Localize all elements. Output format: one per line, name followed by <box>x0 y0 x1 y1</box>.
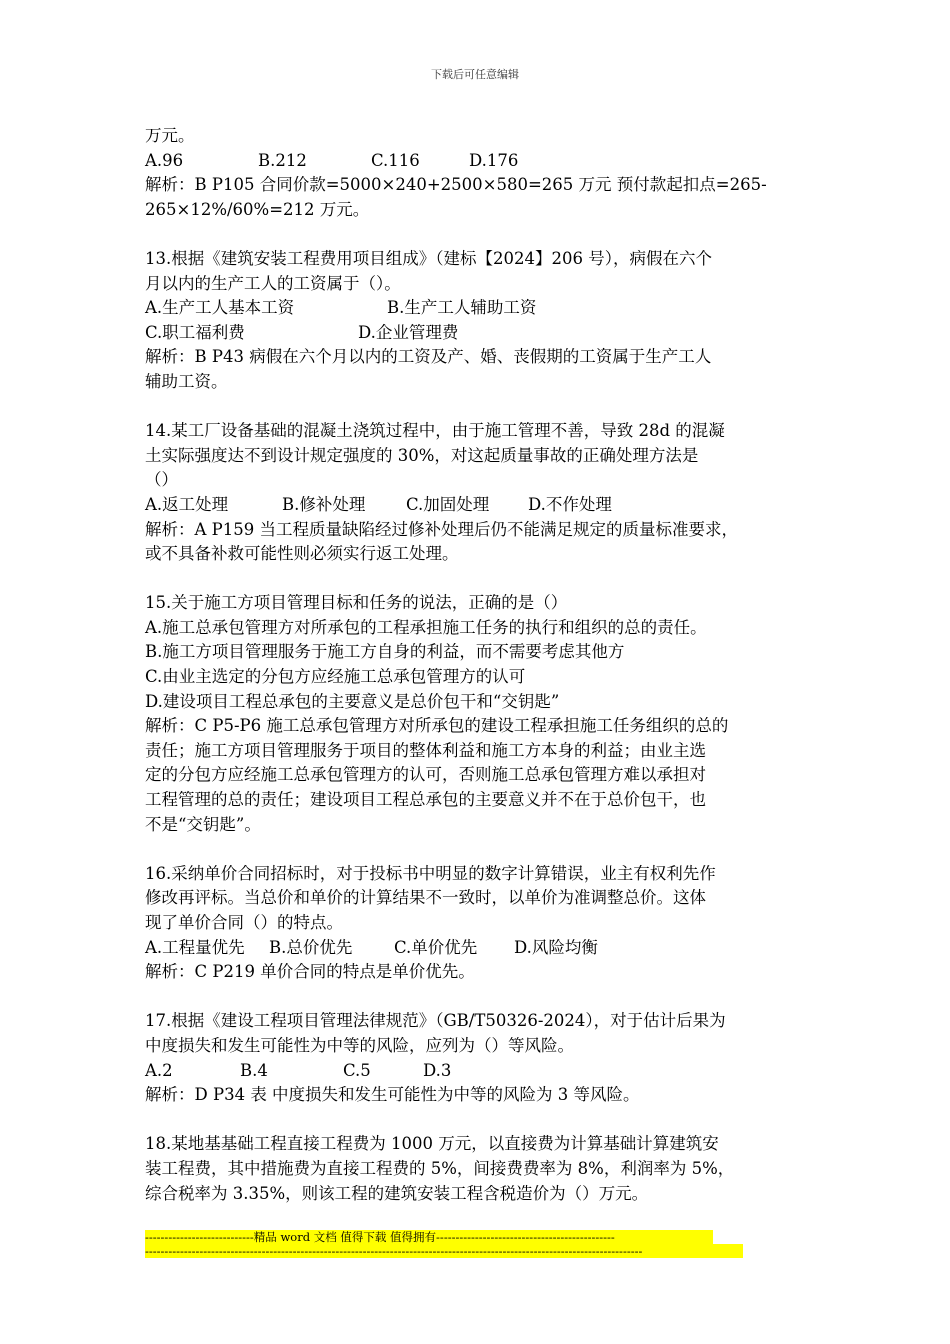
q15-option-b: B.施工方项目管理服务于施工方自身的利益，而不需要考虑其他方 <box>145 642 625 662</box>
q18-question-line: 综合税率为 3.35%，则该工程的建筑安装工程含税造价为（）万元。 <box>145 1183 649 1203</box>
q13-options-row <box>145 296 820 321</box>
q16-options <box>145 936 820 961</box>
q14-option-c: C.加固处理 <box>406 494 490 514</box>
footer-banner <box>145 1230 743 1258</box>
q17-options <box>145 1059 820 1084</box>
q15-analysis-line: 定的分包方应经施工总承包管理方的认可，否则施工总承包管理方难以承担对 <box>145 765 706 785</box>
q15-option-d: D.建设项目工程总承包的主要意义是总价包干和“交钥匙” <box>145 691 560 711</box>
q16-option-c: C.单价优先 <box>394 937 478 957</box>
footer-banner-row: ----------------------------精品 word 文档 值得下载 值得拥有---------------------------------------------- <box>145 1230 713 1244</box>
q18-question-line: 装工程费，其中措施费为直接工程费的 5%，间接费费率为 8%，利润率为 5%， <box>145 1158 735 1178</box>
q12-analysis-line: 解析：B P105 合同价款=5000×240+2500×580=265 万元 预付款起扣点=265- <box>145 175 767 195</box>
q15-analysis-line: 不是“交钥匙”。 <box>145 814 261 834</box>
q13-option-b: B.生产工人辅助工资 <box>387 298 537 318</box>
q13-option-a: A.生产工人基本工资 <box>145 298 295 318</box>
q12-tail-text: 万元。 <box>145 126 195 145</box>
q17-option-a: A.2 <box>145 1060 173 1080</box>
q14-question-line: 土实际强度达不到设计规定强度的 30%，对这起质量事故的正确处理方法是 <box>145 445 699 465</box>
q12-option-d: D.176 <box>469 150 519 170</box>
q12-option-b: B.212 <box>258 150 307 170</box>
q13-analysis-line: 辅助工资。 <box>145 371 228 391</box>
q16-question-line: 16.采纳单价合同招标时，对于投标书中明显的数字计算错误，业主有权利先作 <box>145 863 716 883</box>
q12-options <box>145 149 820 174</box>
q15-option-a: A.施工总承包管理方对所承包的工程承担施工任务的执行和组织的总的责任。 <box>145 617 707 637</box>
q17-option-b: B.4 <box>240 1060 268 1080</box>
q13-option-c: C.职工福利费 <box>145 322 245 342</box>
q12-analysis-line: 265×12%/60%=212 万元。 <box>145 199 370 219</box>
q16-question-line: 现了单价合同（）的特点。 <box>145 913 343 932</box>
q15-analysis-line: 解析：C P5-P6 施工总承包管理方对所承包的建设工程承担施工任务组织的总的 <box>145 716 729 736</box>
q13-question-line: 13.根据《建筑安装工程费用项目组成》（建标【2024】206 号），病假在六个 <box>145 248 712 268</box>
q14-analysis-line: 或不具备补救可能性则必须实行返工处理。 <box>145 544 459 564</box>
q14-option-a: A.返工处理 <box>145 494 229 514</box>
q14-question-line: 14.某工厂设备基础的混凝土浇筑过程中，由于施工管理不善，导致 28d 的混凝 <box>145 421 725 441</box>
q13-option-d: D.企业管理费 <box>358 322 459 342</box>
q16-question-line: 修改再评标。当总价和单价的计算结果不一致时，以单价为准调整总价。这体 <box>145 888 706 908</box>
q16-option-a: A.工程量优先 <box>145 937 245 957</box>
q13-question-line: 月以内的生产工人的工资属于（）。 <box>145 273 401 293</box>
q14-options <box>145 493 820 518</box>
q15-question-line: 15.关于施工方项目管理目标和任务的说法，正确的是（） <box>145 593 568 613</box>
q16-analysis-line: 解析：C P219 单价合同的特点是单价优先。 <box>145 962 475 982</box>
document-body <box>145 124 820 1206</box>
q16-option-b: B.总价优先 <box>269 937 353 957</box>
q17-question-line: 17.根据《建设工程项目管理法律规范》（GB/T50326-2024），对于估计后果为 <box>145 1011 726 1031</box>
q15-analysis-line: 责任；施工方项目管理服务于项目的整体利益和施工方本身的利益；由业主选 <box>145 740 706 760</box>
q13-options-row <box>145 321 820 346</box>
q14-option-d: D.不作处理 <box>528 494 612 514</box>
q17-question-line: 中度损失和发生可能性为中等的风险，应列为（）等风险。 <box>145 1035 574 1055</box>
q13-analysis-line: 解析：B P43 病假在六个月以内的工资及产、婚、丧假期的工资属于生产工人 <box>145 347 712 367</box>
q12-option-c: C.116 <box>371 150 420 170</box>
q14-question-line: （） <box>145 470 178 490</box>
q17-analysis-line: 解析：D P34 表 中度损失和发生可能性为中等的风险为 3 等风险。 <box>145 1085 640 1105</box>
q18-question-line: 18.某地基基础工程直接工程费为 1000 万元，以直接费为计算基础计算建筑安 <box>145 1134 719 1154</box>
q14-option-b: B.修补处理 <box>282 494 366 514</box>
q15-analysis-line: 工程管理的总的责任；建设项目工程总承包的主要意义并不在于总价包干，也 <box>145 790 706 810</box>
q15-option-c: C.由业主选定的分包方应经施工总承包管理方的认可 <box>145 667 526 687</box>
page-header: 下载后可任意编辑 <box>431 68 519 81</box>
q12-option-a: A.96 <box>145 150 184 170</box>
q14-analysis-line: 解析：A P159 当工程质量缺陷经过修补处理后仍不能满足规定的质量标准要求， <box>145 519 739 539</box>
q16-option-d: D.风险均衡 <box>514 937 598 957</box>
q17-option-d: D.3 <box>423 1060 452 1080</box>
footer-banner-row: -------------------------------------------------------------------------------------------------------------------------------- <box>145 1244 743 1258</box>
q17-option-c: C.5 <box>343 1060 371 1080</box>
